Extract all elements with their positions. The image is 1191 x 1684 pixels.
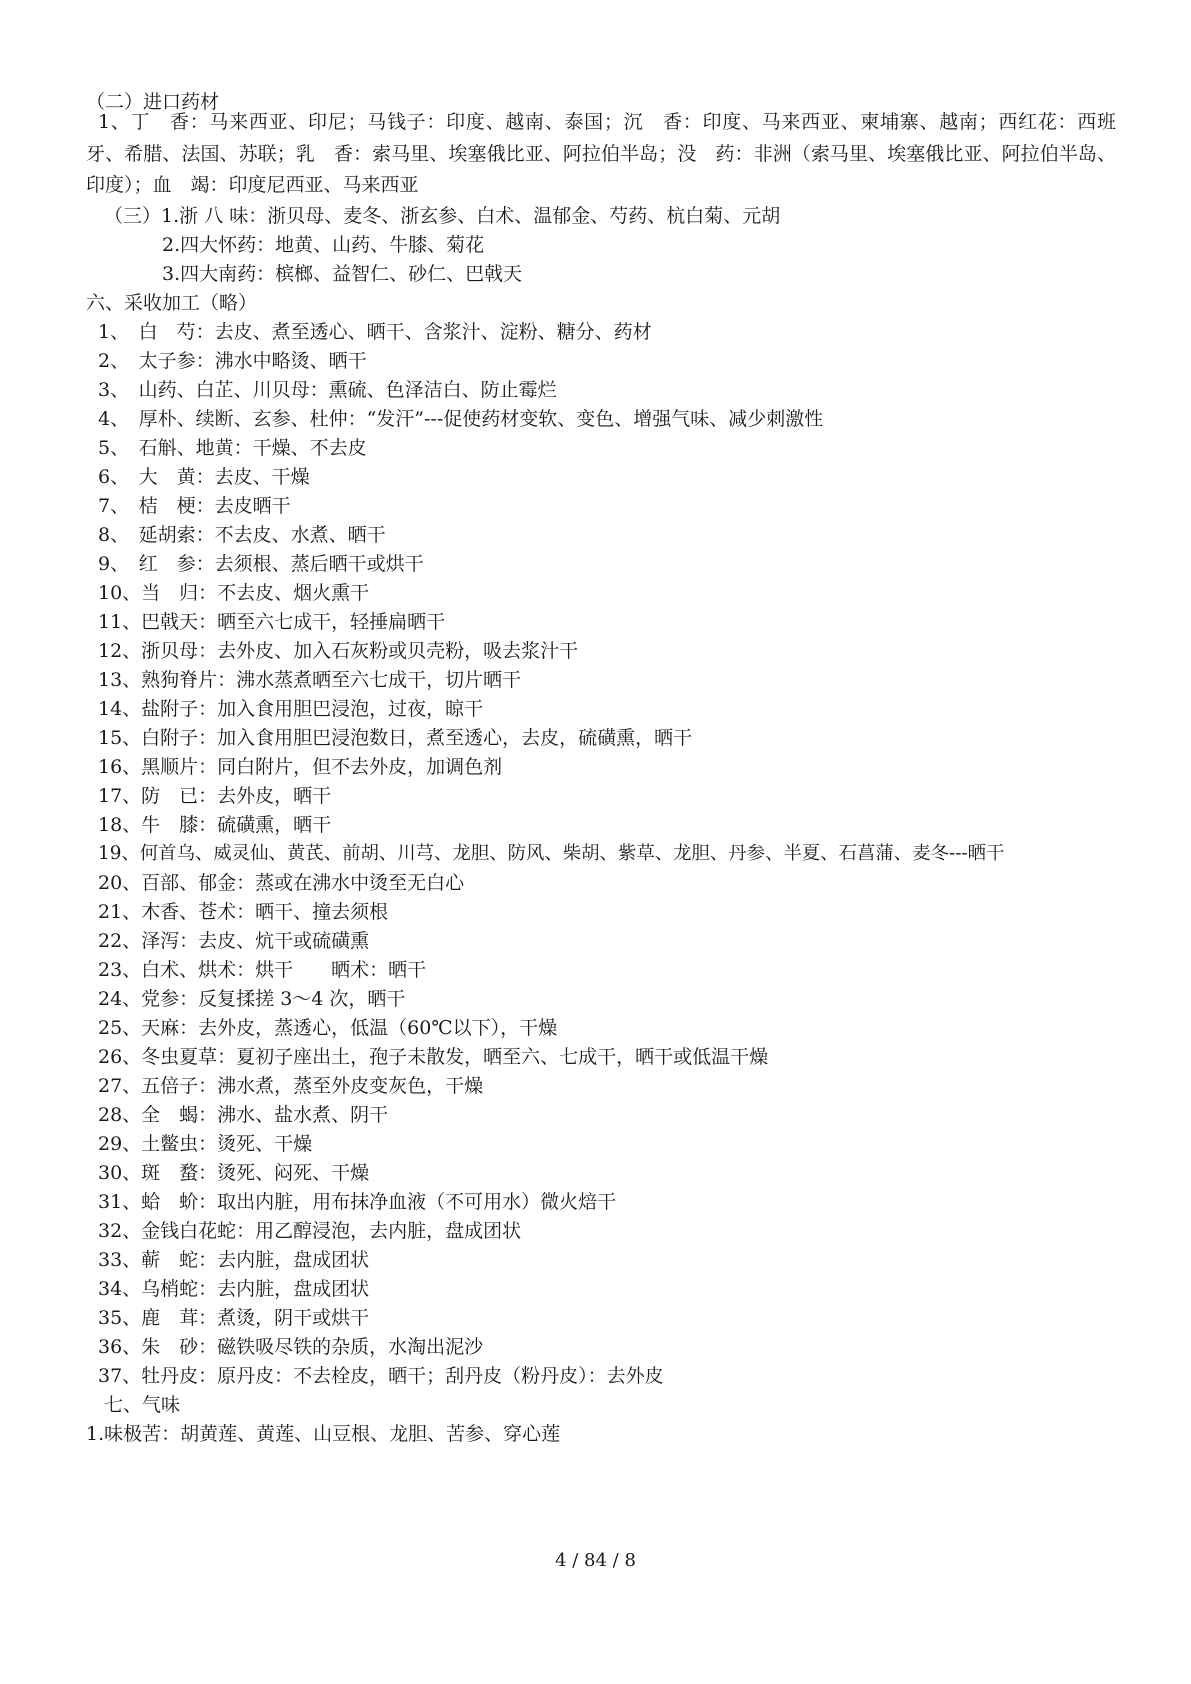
section-title-smell: 七、气味 (104, 1394, 181, 1416)
harvest-item: 2、 太子参：沸水中略烫、晒干 (98, 350, 367, 372)
harvest-item: 11、巴戟天：晒至六七成干，轻捶扁晒干 (98, 611, 446, 633)
harvest-item: 24、党参：反复揉搓 3～4 次，晒干 (98, 988, 406, 1010)
harvest-item: 28、全 蝎：沸水、盐水煮、阴干 (98, 1104, 389, 1126)
imported-item-1: 1、丁 香：马来西亚、印尼；马钱子：印度、越南、泰国；沉 香：印度、马来西亚、柬埔寨、越南；西红花：西班牙、希腊、法国、苏联；乳 香：索马里、埃塞俄比亚、阿拉伯半岛；没 药：非洲（索马里、埃塞俄比亚、阿拉伯半岛、印度）；血 竭：印度尼西亚、马来西亚 (86, 111, 1116, 196)
smell-item-1: 1.味极苦：胡黄莲、黄莲、山豆根、龙胆、苦参、穿心莲 (86, 1423, 561, 1445)
harvest-item: 25、天麻：去外皮，蒸透心，低温（60℃以下），干燥 (98, 1017, 558, 1039)
harvest-item: 4、 厚朴、续断、玄参、杜仲：“发汗”---促使药材变软、变色、增强气味、减少刺激性 (98, 408, 824, 430)
harvest-item: 17、防 已：去外皮，晒干 (98, 785, 332, 807)
famous-item-3: 3.四大南药：槟榔、益智仁、砂仁、巴戟天 (162, 263, 523, 285)
harvest-item: 13、熟狗脊片：沸水蒸煮晒至六七成干，切片晒干 (98, 669, 522, 691)
harvest-item: 3、 山药、白芷、川贝母：熏硫、色泽洁白、防止霉烂 (98, 379, 557, 401)
harvest-item: 9、 红 参：去须根、蒸后晒干或烘干 (98, 553, 424, 575)
harvest-item: 32、金钱白花蛇：用乙醇浸泡，去内脏，盘成团状 (98, 1220, 522, 1242)
harvest-item: 31、蛤 蚧：取出内脏，用布抹净血液（不可用水）微火焙干 (98, 1191, 617, 1213)
harvest-item: 8、 延胡索：不去皮、水煮、晒干 (98, 524, 386, 546)
harvest-item: 18、牛 膝：硫磺熏，晒干 (98, 814, 332, 836)
famous-item-1: （三）1.浙 八 味：浙贝母、麦冬、浙玄参、白术、温郁金、芍药、杭白菊、元胡 (104, 205, 781, 227)
harvest-item: 21、木香、苍术：晒干、撞去须根 (98, 901, 389, 923)
harvest-item: 6、 大 黄：去皮、干燥 (98, 466, 310, 488)
harvest-item: 7、 桔 梗：去皮晒干 (98, 495, 291, 517)
harvest-item: 12、浙贝母：去外皮、加入石灰粉或贝壳粉，吸去浆汁干 (98, 640, 579, 662)
harvest-item: 22、泽泻：去皮、炕干或硫磺熏 (98, 930, 370, 952)
harvest-item: 19、何首乌、威灵仙、黄芪、前胡、川芎、龙胆、防风、柴胡、紫草、龙胆、丹参、半夏、石菖蒲、麦冬---晒干 (98, 843, 1005, 864)
page-number: 4 / 84 / 8 (555, 1550, 636, 1571)
harvest-item: 14、盐附子：加入食用胆巴浸泡，过夜，晾干 (98, 698, 484, 720)
harvest-item: 16、黑顺片：同白附片，但不去外皮，加调色剂 (98, 756, 503, 778)
harvest-item: 26、冬虫夏草：夏初子座出土，孢子未散发，晒至六、七成干，晒干或低温干燥 (98, 1046, 769, 1068)
harvest-item: 30、斑 蝥：烫死、闷死、干燥 (98, 1162, 370, 1184)
harvest-item: 27、五倍子：沸水煮，蒸至外皮变灰色，干燥 (98, 1075, 484, 1097)
section-title-imported: （二）进口药材 (86, 91, 220, 113)
harvest-item: 10、当 归：不去皮、烟火熏干 (98, 582, 370, 604)
harvest-item: 36、朱 砂：磁铁吸尽铁的杂质，水淘出泥沙 (98, 1336, 484, 1358)
harvest-item: 33、蕲 蛇：去内脏，盘成团状 (98, 1249, 370, 1271)
harvest-item: 34、乌梢蛇：去内脏，盘成团状 (98, 1278, 370, 1300)
famous-item-2: 2.四大怀药：地黄、山药、牛膝、菊花 (162, 234, 485, 256)
harvest-item: 35、鹿 茸：煮烫，阴干或烘干 (98, 1307, 370, 1329)
harvest-item: 29、土鳖虫：烫死、干燥 (98, 1133, 313, 1155)
harvest-item: 23、白术、烘术：烘干 晒术：晒干 (98, 959, 427, 981)
harvest-item: 20、百部、郁金：蒸或在沸水中烫至无白心 (98, 872, 465, 894)
harvest-item: 37、牡丹皮：原丹皮：不去栓皮，晒干；刮丹皮（粉丹皮）：去外皮 (98, 1365, 664, 1387)
harvest-item: 5、 石斛、地黄：干燥、不去皮 (98, 437, 367, 459)
harvest-item: 15、白附子：加入食用胆巴浸泡数日，煮至透心，去皮，硫磺熏，晒干 (98, 727, 693, 749)
harvest-item: 1、 白 芍：去皮、煮至透心、晒干、含浆汁、淀粉、糖分、药材 (98, 321, 652, 343)
section-title-harvest: 六、采收加工（略） (86, 292, 258, 314)
